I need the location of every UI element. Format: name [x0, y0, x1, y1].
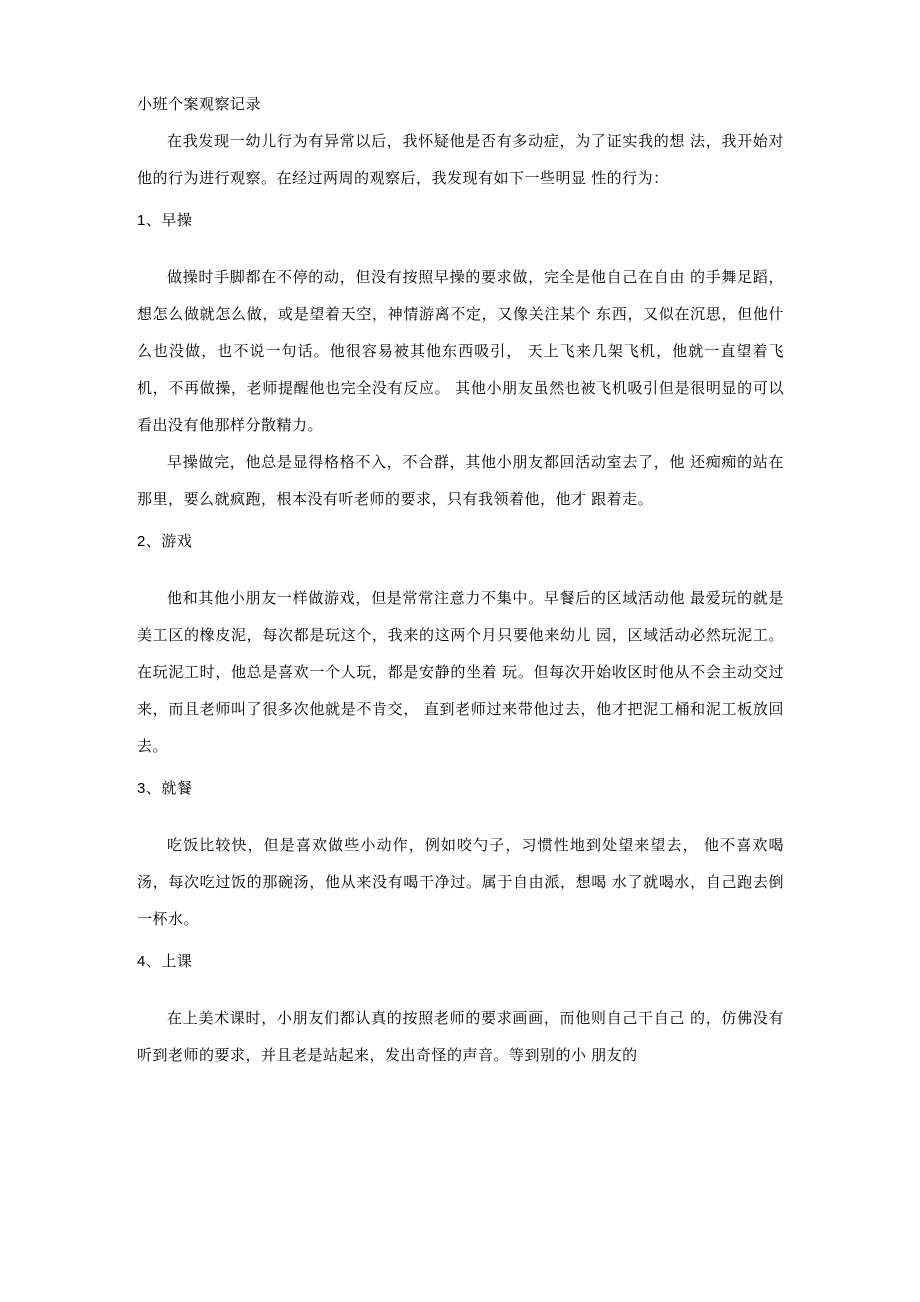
- body-paragraph: 做操时手脚都在不停的动，但没有按照早操的要求做，完全是他自己在自由 的手舞足蹈，想怎么做就怎么做，或是望着天空，神情游离不定，又像关注某个 东西，又似在沉思，但他什么也没做，也不说一句话。他很容易被其他东西吸引， 天上飞来几架飞机，他就一直望着飞机，不再做操，老师提醒他也完全没有反应。 其他小朋友虽然也被飞机吸引但是很明显的可以看出没有他那样分散精力。: [137, 269, 784, 434]
- section-heading: 3、就餐: [137, 780, 193, 797]
- section-heading: 2、游戏: [137, 533, 193, 550]
- section-heading: 4、上课: [137, 953, 193, 970]
- section-heading: 1、早操: [137, 212, 193, 229]
- body-paragraph: 在上美术课时，小朋友们都认真的按照老师的要求画画，而他则自己干自己 的，仿佛没有听到老师的要求，并且老是站起来，发出奇怪的声音。等到别的小 朋友的: [137, 1010, 784, 1064]
- body-paragraph: 吃饭比较快，但是喜欢做些小动作，例如咬勺子，习惯性地到处望来望去， 他不喜欢喝汤，每次吃过饭的那碗汤，他从来没有喝干净过。属于自由派，想喝 水了就喝水，自己跑去倒一杯水。: [137, 837, 784, 928]
- body-paragraph: 早操做完，他总是显得格格不入，不合群，其他小朋友都回活动室去了，他 还痴痴的站在那里，要么就疯跑，根本没有听老师的要求，只有我领着他，他才 跟着走。: [137, 454, 784, 508]
- document-content: [137, 86, 784, 1074]
- body-paragraph: 他和其他小朋友一样做游戏，但是常常注意力不集中。早餐后的区域活动他 最爱玩的就是美工区的橡皮泥，每次都是玩这个，我来的这两个月只要他来幼儿 园，区域活动必然玩泥工。在玩泥工时，他总是喜欢一个人玩，都是安静的坐着 玩。但每次开始收区时他从不会主动交过来，而且老师叫了很多次他就是不肯交， 直到老师过来带他过去，他才把泥工桶和泥工板放回去。: [137, 590, 784, 755]
- document-title: 小班个案观察记录: [137, 96, 262, 113]
- body-paragraph: 在我发现一幼儿行为有异常以后，我怀疑他是否有多动症，为了证实我的想 法，我开始对他的行为进行观察。在经过两周的观察后，我发现有如下一些明显 性的行为：: [137, 133, 784, 187]
